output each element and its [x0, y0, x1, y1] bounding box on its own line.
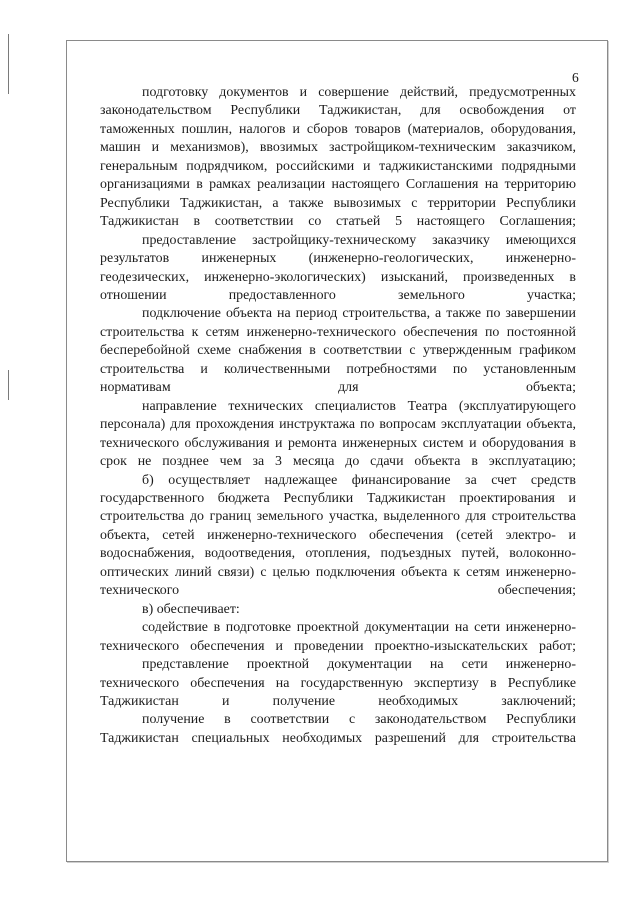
paragraph-survey-results: предоставление застройщику-техническому заказчику имеющихся результатов инженерных (инженерно-геологических, инженерно-геодезических, инженерно-экологических) изысканий, произведенных в отношении предоставленного земельного участка;	[100, 232, 576, 303]
paragraph-state-expertise: представление проектной документации на сети инженерно-технического обеспечения на государственную экспертизу в Республике Таджикистан и получение необходимых заключений;	[100, 657, 576, 709]
paragraph-permits: получение в соответствии с законодательством Республики Таджикистан специальных необходимых разрешений для строительства	[100, 712, 576, 746]
scan-edge-mark	[8, 34, 9, 94]
page-number: 6	[572, 70, 579, 85]
paragraph-design-assistance: содействие в подготовке проектной документации на сети инженерно-технического обеспечения и проведении проектно-изыскательских работ;	[100, 620, 576, 654]
document-body	[100, 84, 576, 748]
paragraph-utility-connection: подключение объекта на период строительства, а также по завершении строительства к сетям инженерно-технического обеспечения по постоянной бесперебойной схеме снабжения в соответствии с утвержденным графиком строительства и количественными потребностями по установленным нормативам для объекта;	[100, 306, 576, 396]
paragraph-customs-exemption: подготовку документов и совершение действий, предусмотренных законодательством Республики Таджикистан, для освобождения от таможенных пошлин, налогов и сборов товаров (материалов, оборудования, машин и механизмов), ввозимых застройщиком-техническим заказчиком, генеральным подрядчиком, российскими и таджикистанскими подрядными организациями в рамках реализации настоящего Соглашения на территорию Республики Таджикистан, а также вывозимых с территории Республики Таджикистан в соответствии со статьей 5 настоящего Соглашения;	[100, 85, 576, 230]
paragraph-financing: б) осуществляет надлежащее финансирование за счет средств государственного бюджета Республики Таджикистан проектирования и строительства до границ земельного участка, выделенного для строительства объекта, сетей инженерно-технического обеспечения (сетей электро- и водоснабжения, водоотведения, отопления, подъездных путей, волоконно-оптических линий связи) с целью подключения объекта к сетям инженерно-технического обеспечения;	[100, 472, 576, 599]
paragraph-ensures: в) обеспечивает:	[142, 601, 240, 617]
scan-edge-mark	[8, 370, 9, 400]
paragraph-theatre-specialists: направление технических специалистов Театра (эксплуатирующего персонала) для прохождения инструктажа по вопросам эксплуатации объекта, технического обслуживания и ремонта инженерных систем и оборудования в срок не позднее чем за 3 месяца до сдачи объекта в эксплуатацию;	[100, 398, 576, 470]
